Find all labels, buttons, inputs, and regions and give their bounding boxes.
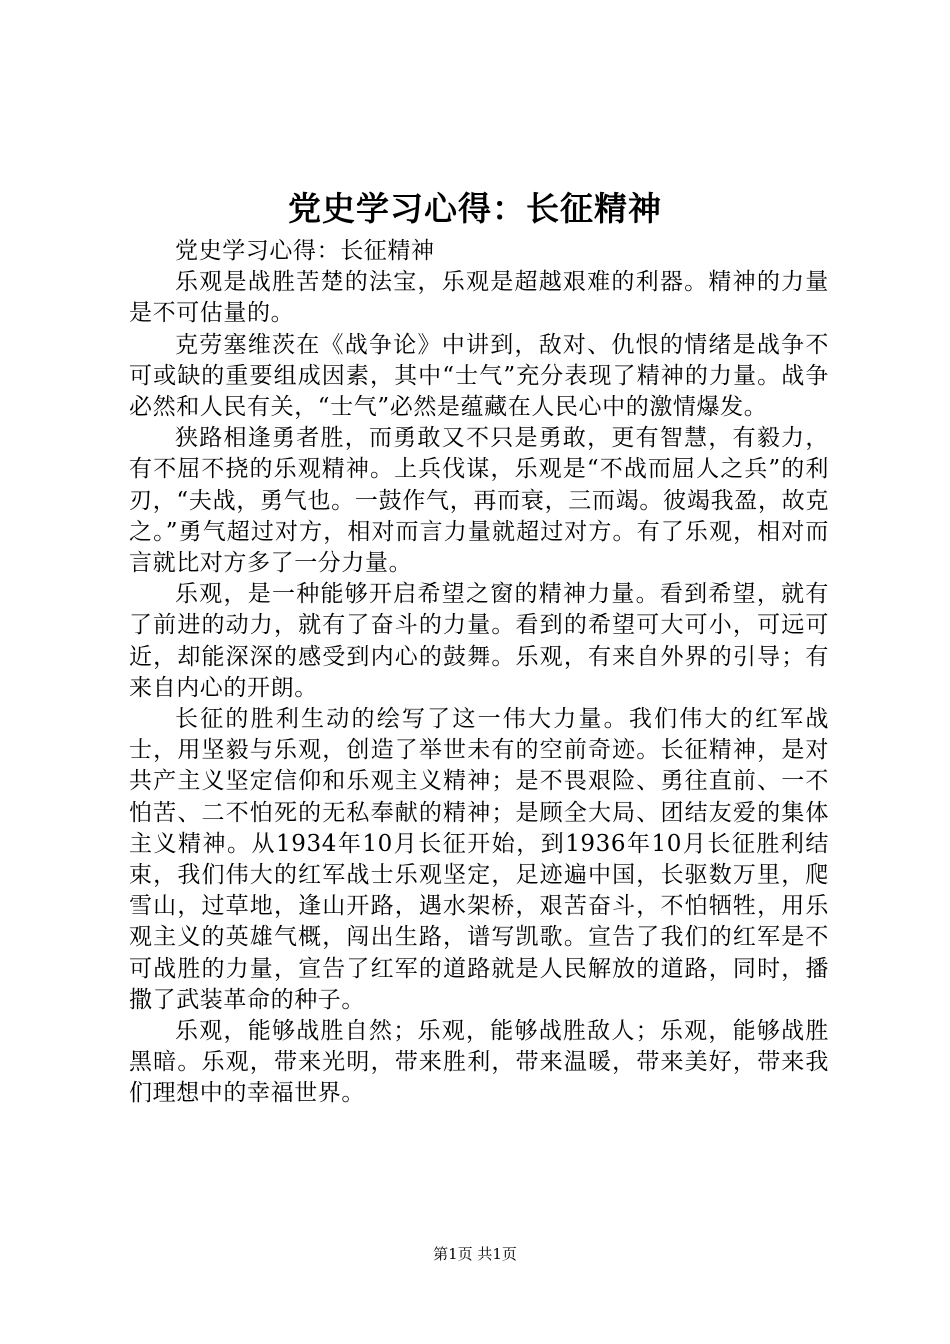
paragraph: 克劳塞维茨在《战争论》中讲到，敌对、仇恨的情绪是战争不可或缺的重要组成因素，其中“士气”充分表现了精神的力量。战争必然和人民有关，“士气”必然是蕴藏在人民心中的激情爆发。 — [129, 331, 829, 421]
paragraph: 长征的胜利生动的绘写了这一伟大力量。我们伟大的红军战士，用坚毅与乐观，创造了举世未有的空前奇迹。长征精神，是对共产主义坚定信仰和乐观主义精神；是不畏艰险、勇往直前、一不怕苦、二不怕死的无私奉献的精神；是顾全大局、团结友爱的集体主义精神。从1934年10月长征开始，到1936年10月长征胜利结束，我们伟大的红军战士乐观坚定，足迹遍中国，长驱数万里，爬雪山，过草地，逢山开路，遇水架桥，艰苦奋斗，不怕牺牲，用乐观主义的英雄气概，闯出生路，谱写凯歌。宣告了我们的红军是不可战胜的力量，宣告了红军的道路就是人民解放的道路，同时，播撒了武装革命的种子。 — [129, 706, 829, 1013]
document-body — [129, 236, 829, 1110]
paragraph: 乐观，能够战胜自然；乐观，能够战胜敌人；乐观，能够战胜黑暗。乐观，带来光明，带来胜利，带来温暖，带来美好，带来我们理想中的幸福世界。 — [129, 1018, 829, 1107]
paragraph-subtitle: 党史学习心得：长征精神 — [175, 238, 435, 264]
page-number-footer: 第1页 共1页 — [433, 1245, 517, 1263]
paragraph: 乐观是战胜苦楚的法宝，乐观是超越艰难的利器。精神的力量是不可估量的。 — [129, 269, 829, 327]
paragraph: 狭路相逢勇者胜，而勇敢又不只是勇敢，更有智慧，有毅力，有不屈不挠的乐观精神。上兵伐谋，乐观是“不战而屈人之兵”的利刃，“夫战，勇气也。一鼓作气，再而衰，三而竭。彼竭我盈，故克之。”勇气超过对方，相对而言力量就超过对方。有了乐观，相对而言就比对方多了一分力量。 — [129, 425, 829, 577]
paragraph: 乐观，是一种能够开启希望之窗的精神力量。看到希望，就有了前进的动力，就有了奋斗的力量。看到的希望可大可小，可远可近，却能深深的感受到内心的鼓舞。乐观，有来自外界的引导；有来自内心的开朗。 — [129, 581, 829, 701]
document-title: 党史学习心得：长征精神 — [288, 189, 662, 228]
